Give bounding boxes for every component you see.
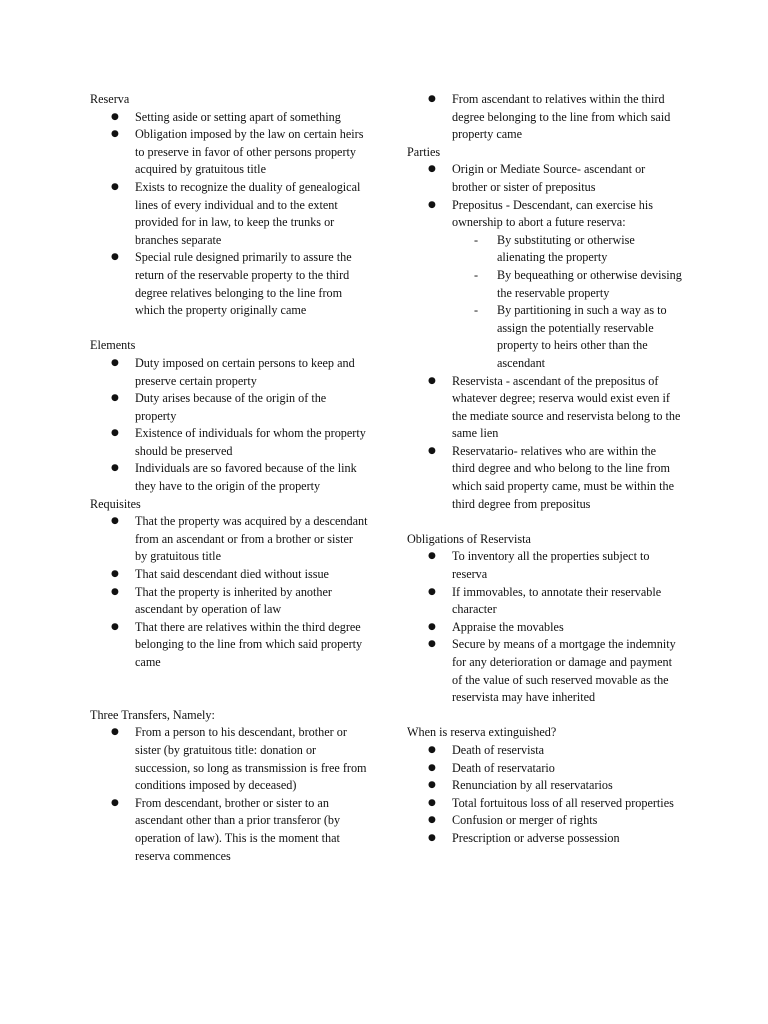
list-item: ● That the property was acquired by a descendant from an ascendant or from a brother or sister by gratuitous title: [90, 513, 368, 566]
section-obligations-of-reservista: [407, 531, 682, 707]
list-item: ● To inventory all the properties subject to reserva: [407, 548, 682, 583]
sublist-item: - By substituting or otherwise alienating the property: [452, 232, 682, 267]
list-item: ● That the property is inherited by another ascendant by operation of law: [90, 584, 368, 619]
bullet-list: [90, 355, 368, 496]
bullet-list: [407, 91, 682, 144]
list-item: ● Reservista - ascendant of the prepositus of whatever degree; reserva would exist even if the mediate source and reservista belong to the same lien: [407, 373, 682, 443]
section-heading: Reserva: [90, 92, 130, 106]
list-item: ● Death of reservista: [407, 742, 682, 760]
section-three-transfers-continued: [407, 91, 682, 144]
list-item: ● Prepositus - Descendant, can exercise his ownership to abort a future reserva: - By substituting or otherwise alienating the property - By bequeathing or otherwise devising the reservable property - By partitioning in such a way as to assign the potentially reservable property to heirs other than the ascendant: [407, 197, 682, 373]
list-item: ● If immovables, to annotate their reservable character: [407, 584, 682, 619]
section-heading: Elements: [90, 338, 136, 353]
list-item: ● Renunciation by all reservatarios: [407, 777, 682, 795]
left-column: [90, 91, 368, 865]
bullet-list: [407, 742, 682, 848]
section-reserva-extinguished: [407, 724, 682, 847]
list-item: ● Confusion or merger of rights: [407, 812, 682, 830]
section-heading: Parties: [407, 144, 441, 159]
section-heading: Requisites: [90, 496, 141, 511]
list-item: ● Prescription or adverse possession: [407, 830, 682, 848]
dash-sublist: [452, 232, 682, 373]
list-item: ● Origin or Mediate Source- ascendant or brother or sister of prepositus: [407, 161, 682, 196]
list-item: ● Secure by means of a mortgage the indemnity for any deterioration or damage and payment of the value of such reserved movable as the reservista may have inherited: [407, 636, 682, 706]
list-item: ● Individuals are so favored because of the link they have to the origin of the property: [90, 460, 368, 495]
sublist-item: - By bequeathing or otherwise devising the reservable property: [452, 267, 682, 302]
list-item: ● From descendant, brother or sister to an ascendant other than a prior transferor (by operation of law). This is the moment that reserva commences: [90, 795, 368, 865]
bullet-list: [90, 109, 368, 320]
section-heading: When is reserva extinguished?: [407, 725, 557, 740]
bullet-list: [90, 513, 368, 671]
list-item: ● Duty imposed on certain persons to keep and preserve certain property: [90, 355, 368, 390]
section-reserva: [90, 91, 368, 320]
bullet-list: [407, 548, 682, 706]
list-item: ● Exists to recognize the duality of genealogical lines of every individual and to the extent provided for in law, to keep the trunks or branches separate: [90, 179, 368, 249]
list-item: ● Existence of individuals for whom the property should be preserved: [90, 425, 368, 460]
list-item: ● From ascendant to relatives within the third degree belonging to the line from which said property came: [407, 91, 682, 144]
section-parties: [407, 144, 682, 513]
list-item: ● Duty arises because of the origin of the property: [90, 390, 368, 425]
list-item: ● Setting aside or setting apart of something: [90, 109, 368, 127]
bullet-list: [407, 161, 682, 513]
list-item: ● That there are relatives within the third degree belonging to the line from which said property came: [90, 619, 368, 672]
list-item: ● From a person to his descendant, brother or sister (by gratuitous title: donation or succession, so long as transmission is free from conditions imposed by deceased): [90, 724, 368, 794]
list-item: ● That said descendant died without issue: [90, 566, 368, 584]
section-heading: Obligations of Reservista: [407, 531, 531, 546]
section-heading: Three Transfers, Namely:: [90, 707, 215, 722]
list-item: ● Reservatario- relatives who are within the third degree and who belong to the line from which said property came, must be within the third degree from prepositus: [407, 443, 682, 513]
sublist-item: - By partitioning in such a way as to assign the potentially reservable property to heirs other than the ascendant: [452, 302, 682, 372]
list-item: ● Special rule designed primarily to assure the return of the reservable property to the third degree relatives belonging to the line from which the property originally came: [90, 249, 368, 319]
list-item: ● Total fortuitous loss of all reserved properties: [407, 795, 682, 813]
list-item: ● Appraise the movables: [407, 619, 682, 637]
list-item: ● Death of reservatario: [407, 760, 682, 778]
list-item: ● Obligation imposed by the law on certain heirs to preserve in favor of other persons property acquired by gratuitous title: [90, 126, 368, 179]
bullet-list: [90, 724, 368, 865]
right-column: [407, 91, 682, 848]
section-requisites: [90, 496, 368, 672]
section-elements: [90, 337, 368, 495]
section-three-transfers: [90, 707, 368, 865]
